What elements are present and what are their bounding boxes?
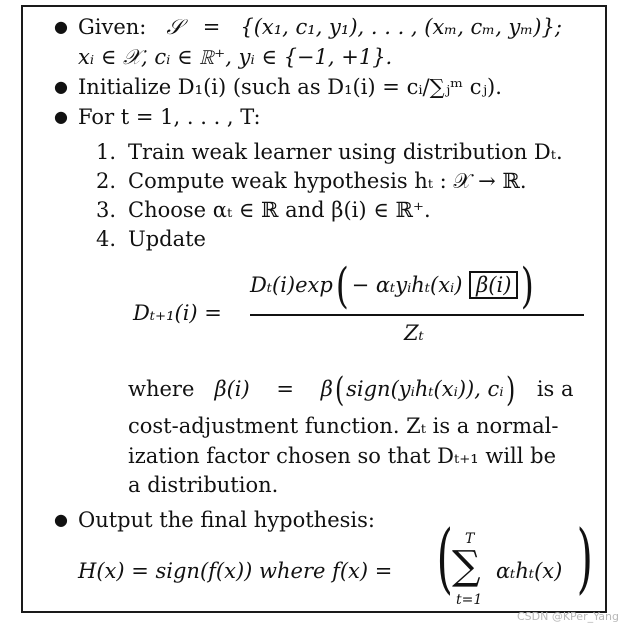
where-line-1-tail: is a [536,377,574,401]
mid-right-paren: ) [505,370,515,410]
equals: = [202,15,221,39]
where-line-3: ization factor chosen so that Dₜ₊₁ will be [128,444,557,468]
step-2-text: Compute weak hypothesis hₜ : 𝒳 → ℝ. [128,169,527,193]
given-line-2: xᵢ ∈ 𝒳, cᵢ ∈ ℝ⁺, yᵢ ∈ {−1, +1}. [78,45,393,69]
set-symbol: 𝒮 [166,15,183,39]
step-2-number: 2. [96,169,117,193]
mid-left-paren: ( [334,370,345,410]
where-line-1 [128,370,574,410]
bullet-given: ● [54,17,68,36]
where-line-2: cost-adjustment function. Zₜ is a normal- [128,414,559,438]
fraction-bar [250,314,584,316]
sum-lower-limit: t=1 [456,592,483,608]
numerator-mid: − αₜyᵢhₜ(xᵢ) [351,273,463,297]
huge-right-paren: ) [576,513,593,602]
output-formula-lhs: H(x) = sign(f(x)) where f(x) = [78,559,393,583]
step-1-text: Train weak learner using distribution Dₜ. [128,140,563,164]
update-lhs: Dₜ₊₁(i) = [133,301,222,325]
bullet-output: ● [54,510,68,529]
beta-def-start: β [320,377,333,401]
bullet-for: ● [54,107,68,126]
step-4-text: Update [128,227,206,251]
sum-term: αₜhₜ(x) [496,559,563,583]
set-definition: {(x₁, c₁, y₁), . . . , (xₘ, cₘ, yₘ)}; [240,15,562,39]
where-equals: = [276,377,294,401]
initialize-line: Initialize D₁(i) (such as D₁(i) = cᵢ/∑ⱼᵐ cⱼ). [78,75,502,99]
boxed-beta-term: β(i) [469,271,518,299]
step-1-number: 1. [96,140,117,164]
for-line: For t = 1, . . . , T: [78,105,261,129]
step-3-text: Choose αₜ ∈ ℝ and β(i) ∈ ℝ⁺. [128,198,431,222]
given-label: Given: [78,15,147,39]
huge-left-paren: ( [436,513,453,602]
big-left-paren: ( [335,258,349,314]
numerator-start: Dₜ(i)exp [250,273,333,297]
bullet-initialize: ● [54,77,68,96]
update-denominator: Zₜ [404,321,424,345]
beta-i: β(i) [214,377,250,401]
update-numerator [250,258,537,314]
step-3-number: 3. [96,198,117,222]
where-word: where [128,377,195,401]
sum-symbol: ∑ [452,543,481,589]
step-4-number: 4. [96,227,117,251]
big-right-paren: ) [521,258,535,314]
output-line: Output the final hypothesis: [78,508,375,532]
given-line-1 [78,14,562,40]
sum-upper-limit: T [465,531,475,547]
where-line-4: a distribution. [128,473,279,497]
watermark: CSDN @KPer_Yang [516,610,619,623]
beta-def-inner: sign(yᵢhₜ(xᵢ)), cᵢ [346,377,504,401]
